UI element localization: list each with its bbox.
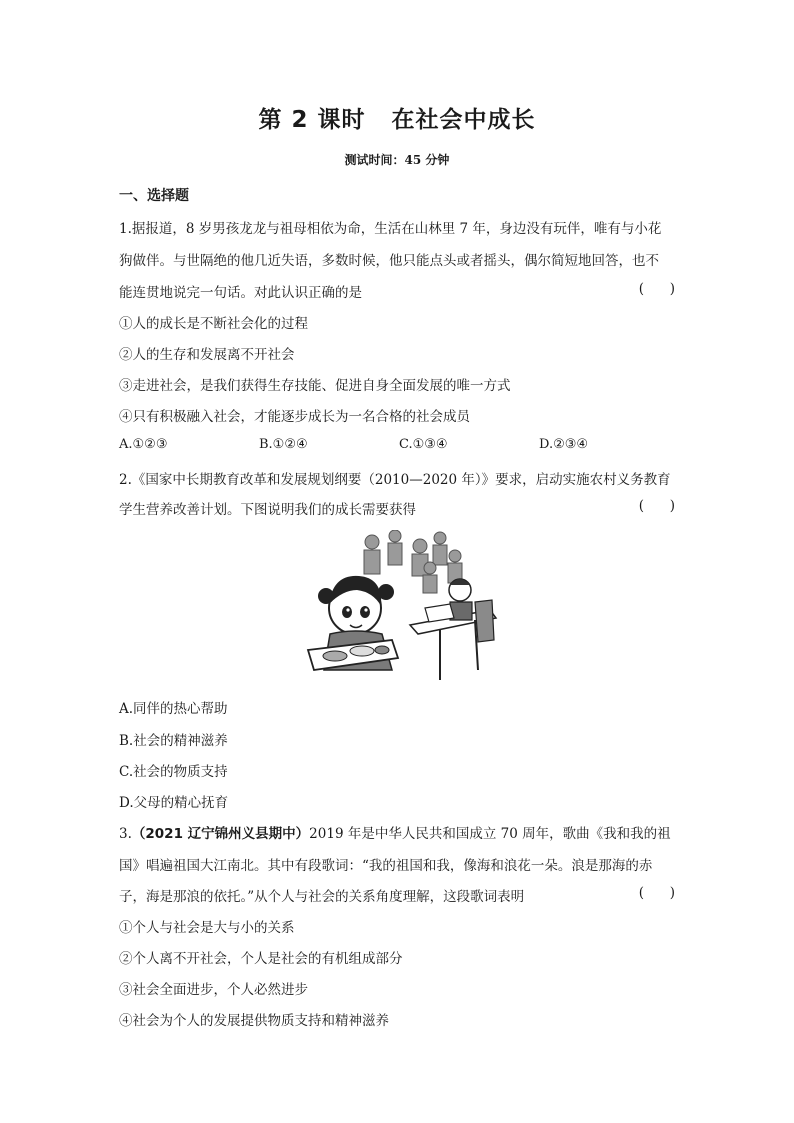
- q3-item-2: ②个人离不开社会，个人是社会的有机组成部分: [119, 951, 403, 967]
- page-title: [0, 101, 794, 134]
- test-time: 测试时间：45 分钟: [344, 153, 450, 167]
- q1-item-4: ④只有积极融入社会，才能逐步成长为一名合格的社会成员: [119, 409, 470, 425]
- q1-item-1: ①人的成长是不断社会化的过程: [119, 316, 308, 332]
- q2-option-a: A.同伴的热心帮助: [119, 701, 228, 717]
- q3-source: （2021 辽宁锦州义县期中）: [131, 826, 310, 842]
- q1-answer-paren: ( ): [638, 281, 675, 297]
- students-lunch-illustration: [300, 530, 500, 690]
- lesson-name: 在社会中成长: [391, 107, 536, 133]
- q1-option-d: D.②③④: [539, 437, 589, 452]
- q3-line-1-rest: 2019 年是中华人民共和国成立 70 周年，歌曲《我和我的祖: [309, 826, 671, 842]
- q2-option-c: C.社会的物质支持: [119, 764, 228, 780]
- q3-item-4: ④社会为个人的发展提供物质支持和精神滋养: [119, 1013, 389, 1029]
- lesson-number: 第 2 课时: [258, 107, 366, 133]
- q2-option-b: B.社会的精神滋养: [119, 733, 228, 749]
- q3-line-3: 子，海是那浪的依托。”从个人与社会的关系角度理解，这段歌词表明: [119, 889, 525, 905]
- section-heading: 一、选择题: [119, 188, 189, 204]
- q1-item-3: ③走进社会，是我们获得生存技能、促进自身全面发展的唯一方式: [119, 378, 511, 394]
- q1-line-2: 狗做伴。与世隔绝的他几近失语，多数时候，他只能点头或者摇头，偶尔简短地回答，也不: [119, 253, 659, 269]
- q3-number: 3.: [119, 826, 132, 842]
- q3-item-1: ①个人与社会是大与小的关系: [119, 920, 295, 936]
- q2-line-1: 2.《国家中长期教育改革和发展规划纲要（2010—2020 年）》要求，启动实施农村义务教育: [119, 472, 671, 488]
- q1-option-c: C.①③④: [399, 437, 448, 452]
- q2-option-d: D.父母的精心抚育: [119, 795, 229, 811]
- q2-answer-paren: ( ): [638, 498, 675, 514]
- q3-line-2: 国》唱遍祖国大江南北。其中有段歌词：“我的祖国和我，像海和浪花一朵。浪是那海的赤: [119, 858, 653, 874]
- q1-option-b: B.①②④: [259, 437, 308, 452]
- q1-item-2: ②人的生存和发展离不开社会: [119, 347, 295, 363]
- q3-answer-paren: ( ): [638, 885, 675, 901]
- q1-line-1: 1.据报道，8 岁男孩龙龙与祖母相依为命，生活在山林里 7 年，身边没有玩伴，唯有与小花: [119, 221, 662, 237]
- q3-line-1: [119, 822, 675, 842]
- q3-item-3: ③社会全面进步，个人必然进步: [119, 982, 308, 998]
- q1-line-3: 能连贯地说完一句话。对此认识正确的是: [119, 285, 362, 301]
- q1-option-a: A.①②③: [119, 437, 168, 452]
- cartoon-girl-with-lunch-tray-icon: [300, 530, 500, 690]
- q2-line-2: 学生营养改善计划。下图说明我们的成长需要获得: [119, 502, 416, 518]
